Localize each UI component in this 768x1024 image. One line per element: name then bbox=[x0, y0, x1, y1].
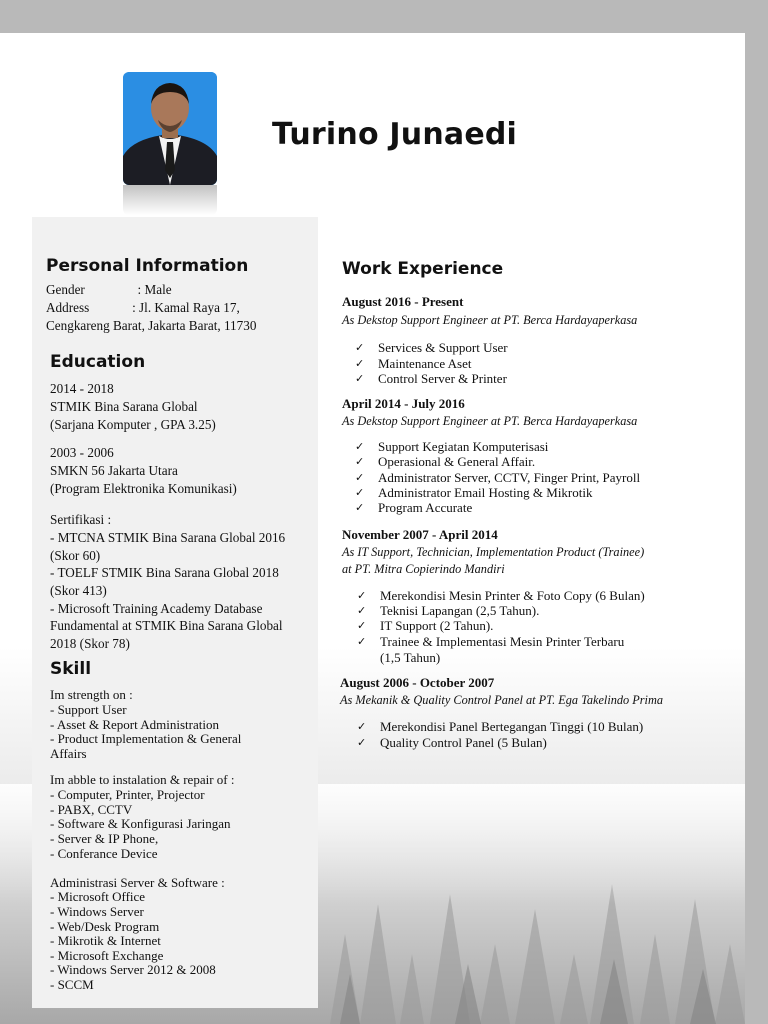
skill-line: Im strength on : bbox=[50, 687, 133, 702]
candidate-name: Turino Junaedi bbox=[272, 117, 518, 152]
skill-line: - Product Implementation & General bbox=[50, 731, 242, 746]
check-icon: ✓ bbox=[357, 736, 367, 749]
edu-line: (Program Elektronika Komunikasi) bbox=[50, 481, 237, 496]
job-role: As Mekanik & Quality Control Panel at PT. Ega Takelindo Prima bbox=[340, 693, 663, 707]
edu-line: (Skor 60) bbox=[50, 548, 101, 563]
edu-line: Sertifikasi : bbox=[50, 512, 112, 527]
address-line-1: Address : Jl. Kamal Raya 17, bbox=[46, 300, 240, 315]
job-role: As IT Support, Technician, Implementation Product (Trainee) bbox=[342, 545, 645, 559]
check-icon: ✓ bbox=[357, 720, 367, 733]
check-icon: ✓ bbox=[355, 357, 365, 370]
edu-line: - TOELF STMIK Bina Sarana Global 2018 bbox=[50, 565, 279, 580]
resume-page: Turino Junaedi Personal Information Gender : Male Address : Jl. Kamal Raya 17, Cengkareng Barat, Jakarta Barat, 11730 Education 2014 - 2018 STMIK Bina Sarana Global (Sarjana Komputer , GPA 3.25) 2003 - 2006 SMKN 56 Jakarta Utara (Program Elektronika Komunikasi) Sertifikasi : - MTCNA STMIK Bina Sarana Global 2016 (Skor 60) - TOELF STMIK Bina Sarana Global 2018 (Skor 413) - Microsoft Training Academy Database Fundamental at STMIK Bina Sarana Global 2018 (Skor 78) Skill Im strength on : - Support User - Asset & Report Administration - Product Implementation & General Affairs Im abble to instalation & repair of : - Computer, Printer, Projector - PABX, CCTV - Software & Konfigurasi Jaringan - Server & IP Phone, - Conferance Device Administrasi Server & Software : - Microsoft Office - Windows Server - Web/Desk Program - Mikrotik & Internet - Microsoft Exchange - Windows Server 2012 & 2008 - SCCM Work Experience August 2016 - Present As Dekstop Support Engineer at PT. Berca Hardayaperkasa ✓ Services & Support User ✓ Maintenance Aset ✓ Control Server & Printer April 2014 - July 2016 As Dekstop Support Engineer at PT. Berca Hardayaperkasa ✓ Support Kegiatan Komputerisasi ✓ Operasional & General Affair. ✓ Administrator Server, CCTV, Finger Print, Payroll ✓ Administrator Email Hosting & Mikrotik ✓ Program Accurate November 2007 - April 2014 As IT Support, Technician, Implementation Product (Trainee) at PT. Mitra Copierindo Mandiri ✓ Merekondisi Mesin Printer & Foto Copy (6 Bulan) ✓ Teknisi Lapangan (2,5 Tahun). ✓ IT Support (2 Tahun). ✓ Trainee & Implementasi Mesin Printer Terbaru (1,5 Tahun) August 2006 - October 2007 As Mekanik & Quality Control Panel at PT. Ega Takelindo Prima ✓ Merekondisi Panel Bertegangan Tinggi (10 Bulan) ✓ Quality Control Panel (5 Bulan) bbox=[0, 33, 745, 1024]
work-experience-heading: Work Experience bbox=[342, 259, 504, 279]
address-line-2: Cengkareng Barat, Jakarta Barat, 11730 bbox=[46, 318, 257, 333]
skill-line: - Asset & Report Administration bbox=[50, 717, 219, 732]
education-heading: Education bbox=[50, 352, 146, 372]
job-period: August 2016 - Present bbox=[342, 294, 464, 309]
job-role: As Dekstop Support Engineer at PT. Berca Hardayaperkasa bbox=[342, 313, 638, 327]
edu-line: (Sarjana Komputer , GPA 3.25) bbox=[50, 417, 216, 432]
check-icon: ✓ bbox=[357, 619, 367, 632]
job-period: April 2014 - July 2016 bbox=[342, 396, 465, 411]
check-icon: ✓ bbox=[355, 341, 365, 354]
edu-line: STMIK Bina Sarana Global bbox=[50, 399, 198, 414]
job-period: August 2006 - October 2007 bbox=[340, 675, 495, 690]
gender-line: Gender : Male bbox=[46, 282, 172, 297]
edu-line: 2014 - 2018 bbox=[50, 381, 114, 396]
profile-photo bbox=[123, 72, 217, 185]
edu-line: SMKN 56 Jakarta Utara bbox=[50, 463, 178, 478]
skill-line: - Support User bbox=[50, 702, 127, 717]
check-icon: ✓ bbox=[355, 455, 365, 468]
skill-line: Im abble to instalation & repair of : bbox=[50, 772, 235, 787]
skill-line: - Conferance Device bbox=[50, 846, 158, 861]
personal-info-heading: Personal Information bbox=[46, 256, 249, 276]
check-icon: ✓ bbox=[355, 471, 365, 484]
edu-line: - MTCNA STMIK Bina Sarana Global 2016 bbox=[50, 530, 286, 545]
check-icon: ✓ bbox=[357, 604, 367, 617]
skill-line: - Windows Server bbox=[50, 904, 144, 919]
skill-heading: Skill bbox=[50, 659, 92, 679]
edu-line: (Skor 413) bbox=[50, 583, 107, 598]
check-icon: ✓ bbox=[355, 486, 365, 499]
skill-line: - Mikrotik & Internet bbox=[50, 933, 161, 948]
skill-line: Administrasi Server & Software : bbox=[50, 875, 225, 890]
job-role-company: at PT. Mitra Copierindo Mandiri bbox=[342, 562, 505, 576]
skill-line: - Server & IP Phone, bbox=[50, 831, 159, 846]
edu-line: 2003 - 2006 bbox=[50, 445, 114, 460]
edu-line: Fundamental at STMIK Bina Sarana Global bbox=[50, 618, 283, 633]
check-icon: ✓ bbox=[355, 501, 365, 514]
skill-line: - Microsoft Exchange bbox=[50, 948, 164, 963]
skill-line: - SCCM bbox=[50, 977, 94, 992]
check-icon: ✓ bbox=[355, 372, 365, 385]
edu-line: 2018 (Skor 78) bbox=[50, 636, 130, 651]
job-item-continued: (1,5 Tahun) bbox=[380, 650, 441, 665]
skill-line: - Computer, Printer, Projector bbox=[50, 787, 205, 802]
check-icon: ✓ bbox=[355, 440, 365, 453]
skill-line: - Microsoft Office bbox=[50, 889, 146, 904]
check-icon: ✓ bbox=[357, 635, 367, 648]
skill-line: - PABX, CCTV bbox=[50, 802, 133, 817]
skill-line: - Software & Konfigurasi Jaringan bbox=[50, 816, 231, 831]
job-period: November 2007 - April 2014 bbox=[342, 527, 498, 542]
photo-reflection bbox=[123, 185, 217, 215]
skill-line: - Web/Desk Program bbox=[50, 919, 160, 934]
skill-line: - Windows Server 2012 & 2008 bbox=[50, 962, 216, 977]
skill-line: Affairs bbox=[50, 746, 87, 761]
job-role: As Dekstop Support Engineer at PT. Berca Hardayaperkasa bbox=[342, 414, 638, 428]
edu-line: - Microsoft Training Academy Database bbox=[50, 601, 263, 616]
check-icon: ✓ bbox=[357, 589, 367, 602]
